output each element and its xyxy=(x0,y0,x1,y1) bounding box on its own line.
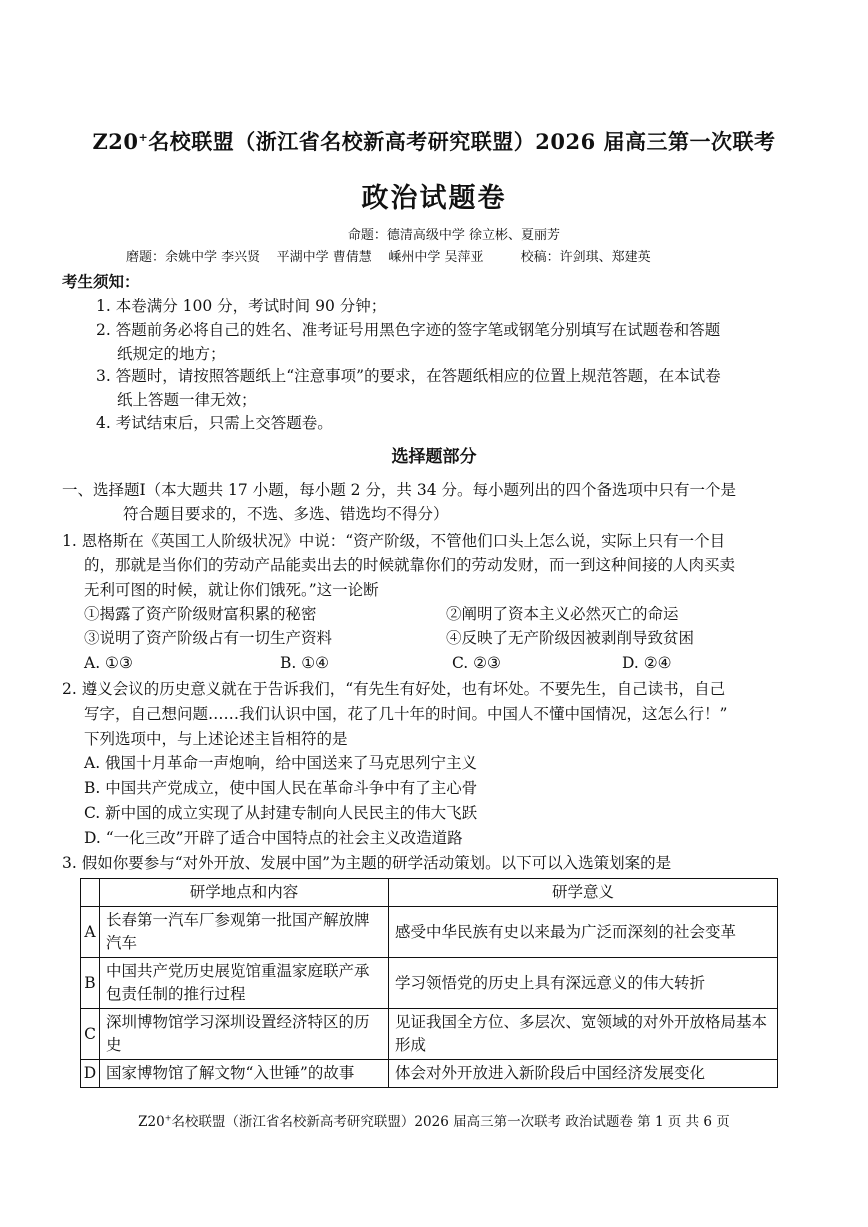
row-label: C xyxy=(81,1009,100,1060)
row-meaning: 见证我国全方位、多层次、宽领域的对外开放格局基本形成 xyxy=(389,1009,778,1060)
notice-item: 3. 答题时，请按照答题纸上“注意事项”的要求，在答题纸相应的位置上规范答题，在本试卷 xyxy=(96,367,721,385)
q2-stem: 2. 遵义会议的历史意义就在于告诉我们，“有先生有好处，也有坏处。不要先生，自己读书，自己 xyxy=(62,680,726,698)
title-rest: 名校联盟（浙江省名校新高考研究联盟）2026 届高三第一次联考 xyxy=(148,129,776,154)
row-meaning: 体会对外开放进入新阶段后中国经济发展变化 xyxy=(389,1060,778,1088)
row-label: B xyxy=(81,958,100,1009)
footer-rest: 名校联盟（浙江省名校新高考研究联盟）2026 届高三第一次联考 政治试题卷 第 1 页 共 6 页 xyxy=(171,1114,730,1130)
exam-subtitle: 政治试题卷 xyxy=(361,183,507,214)
q1-statement: ②阐明了资本主义必然灭亡的命运 xyxy=(446,605,679,623)
row-content: 国家博物馆了解文物“入世锤”的故事 xyxy=(100,1060,389,1088)
notice-item: 4. 考试结束后，只需上交答题卷。 xyxy=(96,414,333,432)
table-header-blank xyxy=(81,879,100,907)
q1-stem: 的，那就是当你们的劳动产品能卖出去的时候就靠你们的劳动发财，而一到这种间接的人肉买卖 xyxy=(84,556,736,574)
q2-option: D. “一化三改”开辟了适合中国特点的社会主义改造道路 xyxy=(84,829,463,847)
q1-statement: ③说明了资产阶级占有一切生产资料 xyxy=(84,629,333,647)
section-title: 选择题部分 xyxy=(391,447,477,467)
notice-item: 2. 答题前务必将自己的姓名、准考证号用黑色字迹的签字笔或钢笔分别填写在试题卷和答题 xyxy=(96,321,721,339)
row-label: A xyxy=(81,907,100,958)
table-header-row xyxy=(81,879,778,907)
q2-stem: 下列选项中，与上述论述主旨相符的是 xyxy=(84,730,348,748)
q1-option: D. ②④ xyxy=(622,654,672,672)
row-label: D xyxy=(81,1060,100,1088)
title-prefix: Z20 xyxy=(92,129,139,154)
q1-stem: 无利可图的时候，就让你们饿死。”这一论断 xyxy=(84,581,379,599)
title-sup: + xyxy=(138,131,149,144)
row-content: 深圳博物馆学习深圳设置经济特区的历史 xyxy=(100,1009,389,1060)
q2-option: C. 新中国的成立实现了从封建专制向人民民主的伟大飞跃 xyxy=(84,804,478,822)
q1-option: A. ①③ xyxy=(84,654,133,672)
table-row xyxy=(81,907,778,958)
q3-table xyxy=(80,878,778,1088)
table-row xyxy=(81,1009,778,1060)
notice-item: 纸上答题一律无效； xyxy=(117,391,257,409)
exam-title xyxy=(0,126,868,156)
q3-stem: 3. 假如你要参与“对外开放、发展中国”为主题的研学活动策划。以下可以入选策划案的是 xyxy=(62,854,672,872)
q2-option: B. 中国共产党成立，使中国人民在革命斗争中有了主心骨 xyxy=(84,779,478,797)
q1-option: B. ①④ xyxy=(280,654,330,672)
q2-option: A. 俄国十月革命一声炮响，给中国送来了马克思列宁主义 xyxy=(84,754,478,772)
footer-sup: + xyxy=(164,1113,172,1123)
author-line: 命题：德清高级中学 徐立彬、夏丽芳 xyxy=(347,228,561,243)
q1-statement: ①揭露了资产阶级财富积累的秘密 xyxy=(84,605,317,623)
table-header-cell: 研学意义 xyxy=(389,879,778,907)
row-content: 中国共产党历史展览馆重温家庭联产承包责任制的推行过程 xyxy=(100,958,389,1009)
row-meaning: 感受中华民族有史以来最为广泛而深刻的社会变革 xyxy=(389,907,778,958)
page-footer xyxy=(0,1110,868,1130)
q1-statement: ④反映了无产阶级因被剥削导致贫困 xyxy=(446,629,695,647)
q1-stem: 1. 恩格斯在《英国工人阶级状况》中说：“资产阶级，不管他们口头上怎么说，实际上只有一个目 xyxy=(62,532,726,550)
q2-stem: 写字，自己想问题……我们认识中国，花了几十年的时间。中国人不懂中国情况，这怎么行！” xyxy=(84,705,728,723)
notice-heading: 考生须知： xyxy=(62,272,140,291)
q1-option: C. ②③ xyxy=(452,654,501,672)
row-meaning: 学习领悟党的历史上具有深远意义的伟大转折 xyxy=(389,958,778,1009)
part-instruction: 符合题目要求的，不选、多选、错选均不得分） xyxy=(123,505,449,523)
notice-item: 1. 本卷满分 100 分，考试时间 90 分钟； xyxy=(96,297,387,315)
part-instruction: 一、选择题Ⅰ（本大题共 17 小题，每小题 2 分，共 34 分。每小题列出的四个备选项中只有一个是 xyxy=(62,481,736,499)
review-line: 磨题：余姚中学 李兴贤 平湖中学 曹倩慧 嵊州中学 吴萍亚 校稿：许剑琪、郑建英 xyxy=(126,250,651,265)
row-content: 长春第一汽车厂参观第一批国产解放牌汽车 xyxy=(100,907,389,958)
table-header-cell: 研学地点和内容 xyxy=(100,879,389,907)
footer-prefix: Z20 xyxy=(138,1114,165,1130)
table-row xyxy=(81,958,778,1009)
notice-item: 纸规定的地方； xyxy=(117,345,226,363)
table-row xyxy=(81,1060,778,1088)
